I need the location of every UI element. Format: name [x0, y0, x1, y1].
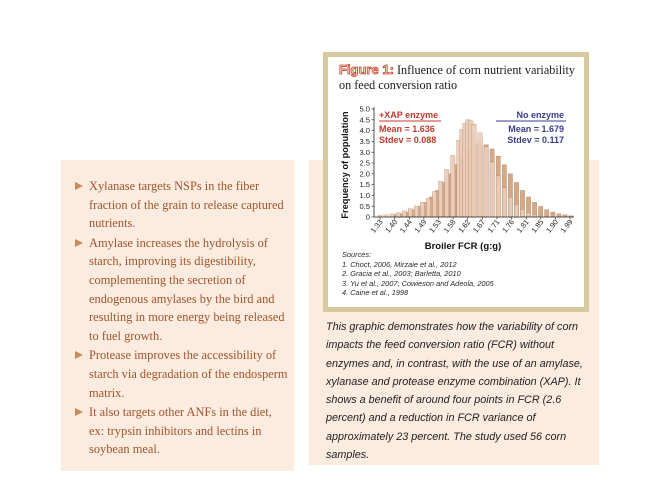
figure-caption: This graphic demonstrates how the variability of corn impacts the feed conversion ratio (FCR) without enzymes and, in contrast, with the use of an amylase, xylanase and protease enzyme combination (XAP). It shows a benefit of around four points in FCR (2.6 percent) and a reduction in FCR variance of approximately 23 percent. The study used 56 corn samples. [326, 321, 583, 462]
xap-mean: Mean = 1.636 [379, 124, 435, 134]
source-line: 2. Gracia et al., 2003; Barletta, 2010 [342, 269, 461, 279]
source-line: 1. Choct, 2006, Mirzaie et al., 2012 [342, 259, 457, 269]
source-line: 3. Yu et al., 2007; Cowieson and Adeola, 2005 [342, 278, 494, 288]
no-enzyme-bars [393, 143, 573, 217]
y-tick-label: 2.5 [359, 158, 370, 168]
triangle-bullet-icon [75, 182, 83, 190]
y-tick-label: 1.0 [359, 191, 370, 200]
xap-bar [445, 169, 449, 217]
y-tick-label: 3.5 [359, 137, 370, 146]
xap-bar [408, 209, 412, 217]
xap-bar [508, 198, 512, 217]
x-tick-label: 1.81 [514, 217, 531, 235]
x-axis-title: Broiler FCR (g:g) [424, 241, 502, 252]
x-tick-label: 1.76 [500, 217, 517, 235]
no-enzyme-bar [545, 210, 549, 217]
figure-title [339, 62, 579, 93]
bullet-text: Protease improves the accessibility of starch via degradation of the endosperm matrix. [89, 348, 288, 400]
x-tick-label: 1.44 [397, 217, 414, 235]
x-tick-label: 1.85 [529, 217, 546, 235]
x-tick-label: 1.53 [427, 217, 444, 235]
x-tick-label: 1.33 [368, 217, 385, 235]
xap-bar [484, 147, 488, 217]
list-item [75, 403, 290, 459]
x-tick-label: 1.99 [558, 217, 575, 235]
sources-heading: Sources: [342, 250, 372, 259]
bullet-text: Xylanase targets NSPs in the fiber fraction of the grain to release captured nutrients. [89, 179, 284, 231]
sources-block [342, 250, 578, 298]
no-enzyme-bar [557, 214, 561, 217]
list-item [75, 177, 290, 233]
xap-bar [420, 203, 424, 217]
triangle-bullet-icon [75, 351, 83, 359]
x-tick-label: 1.62 [456, 217, 473, 235]
no-enzyme-bar [551, 212, 555, 217]
figure-card [328, 57, 584, 307]
xap-stdev: Stdev = 0.088 [379, 135, 437, 145]
x-tick-label: 1.40 [383, 217, 400, 235]
xap-bar [414, 206, 418, 217]
xap-legend [379, 110, 441, 145]
xap-bar [472, 124, 476, 217]
list-item [75, 346, 290, 402]
bullet-text: It also targets other ANFs in the diet, ex: trypsin inhibitors and lectins in soybean meal. [89, 405, 272, 457]
xap-bar [478, 133, 482, 217]
list-item [75, 234, 290, 346]
x-tick-label: 1.67 [470, 217, 487, 235]
y-axis-title: Frequency of population [340, 111, 350, 219]
x-tick-label: 1.49 [412, 217, 429, 235]
figure-title-text: Influence of corn nutrient variability on feed conversion ratio [339, 63, 575, 92]
y-tick-label: 4.0 [359, 126, 370, 136]
no-enzyme-stdev: Stdev = 0.117 [507, 135, 564, 145]
y-tick-label: 0.5 [359, 201, 370, 211]
xap-bar [490, 162, 494, 217]
y-tick-label: 2.0 [359, 169, 370, 179]
xap-bar [426, 198, 430, 217]
xap-bar [438, 181, 442, 217]
figure-label: Figure 1: [339, 62, 394, 77]
xap-bar [502, 188, 506, 217]
xap-series-name: +XAP enzyme [379, 110, 439, 120]
xap-bar [496, 176, 500, 217]
y-tick-label: 0 [365, 212, 370, 222]
x-tick-labels [369, 218, 575, 235]
benefits-list [75, 177, 290, 460]
bullet-text: Amylase increases the hydrolysis of starch, improving its digestibility, complementing the secretion of endogenous amylases by the bird and resulting in more energy being released to fuel growth. [89, 235, 285, 343]
xap-bar [390, 214, 394, 217]
triangle-bullet-icon [75, 408, 83, 416]
y-tick-label: 4.5 [359, 115, 370, 125]
x-tick-label: 1.90 [544, 217, 560, 235]
xap-bar [402, 211, 406, 217]
xap-bar [526, 212, 530, 217]
y-tick-labels [359, 105, 370, 222]
no-enzyme-series-name: No enzyme [516, 110, 564, 120]
x-tick-label: 1.71 [485, 217, 502, 235]
y-tick-label: 3.0 [359, 147, 370, 157]
xap-bar [432, 192, 436, 217]
y-tick-label: 5.0 [359, 104, 370, 114]
x-tick-label: 1.58 [441, 217, 458, 235]
figure-frame [323, 52, 589, 312]
benefits-panel [61, 160, 294, 471]
no-enzyme-mean: Mean = 1.679 [508, 124, 564, 134]
fcr-distribution-chart [328, 95, 584, 255]
xap-bar [396, 213, 400, 217]
triangle-bullet-icon [75, 239, 83, 247]
xap-bar [520, 209, 524, 217]
xap-bar [451, 155, 455, 217]
no-enzyme-legend [496, 110, 566, 145]
source-line: 4. Caine et al., 1998 [342, 288, 409, 298]
xap-bar [514, 204, 518, 217]
y-tick-label: 1.5 [359, 180, 370, 190]
